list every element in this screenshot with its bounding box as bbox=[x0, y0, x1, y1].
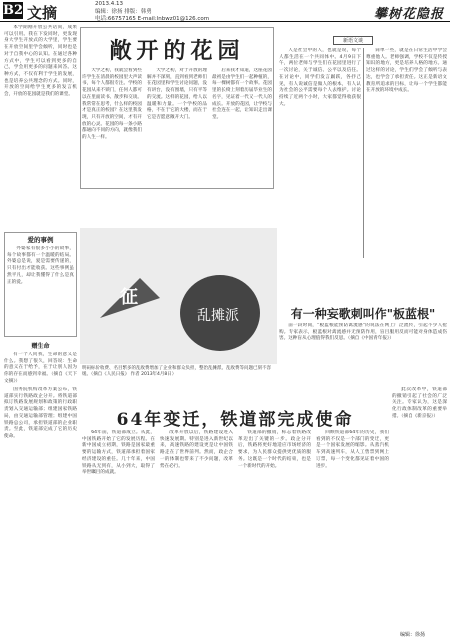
article-column: 大学之初，对于开放的理解并不深刻，直到看到老师们在花园里和学生讨论问题，没有讲台，没有围墙，只有平等的交流。这样的花园，给人以温暖和力量。一个学校的品格，不在于它的大楼，而在于它是否愿意敞开大门。 bbox=[147, 68, 207, 120]
article3-body bbox=[82, 430, 392, 638]
right-column-text: 简单一些，就是在日常生活中学会尊重他人。老师强调，学校不仅是传授知识的地方，更是培养人格的地方。通过这样的讨论，学生们学会了倾听与表达，也学会了承担责任。这正是新语文教育所追求的目标，让每一个学生都能在开放的环境中成长。 bbox=[366, 48, 447, 94]
column-box bbox=[4, 232, 77, 337]
cartoon-illustration bbox=[80, 228, 277, 364]
article2-title: 有一种妄歌刺叫作"板蓝根" bbox=[290, 307, 436, 321]
article-column: 大学之初，我就会看到些许学生在清晨的校园里大声读书，每个人都很专注。学校的花园从来不锁门，任何人都可以在里面读书、散步和交谈。我常常在思考，什么样的校园才是真正的校园？在这里我发现，只有开放的空间，才有开放的心灵。花园的每一条小路都通向不同的方向，就像我们的人生一样。 bbox=[82, 68, 142, 141]
article2-body: 前一段时间，"板蓝根能预防禽流感"的说法在网上广泛流传，引起不少人抢购。专家表示，板蓝根对禽流感并无预防作用，盲目服用反而可能对身体造成伤害。这种盲从心理值得我们反思。（摘自《中国青年报》） bbox=[279, 323, 447, 342]
column-box-title: 爱的事例 bbox=[27, 236, 54, 244]
article3-side: 此次改革中，铁道部的撤销引起了社会的广泛关注。专家认为，这是深化行政体制改革的重要举措。（摘自《新京报》） bbox=[392, 387, 447, 419]
meta-contact: 电话:66757165 E-mail:lnbwz01@126.com bbox=[95, 16, 210, 22]
article-title: 敞开的花园 bbox=[109, 38, 245, 64]
cartoon-caption: 明码标价收费、名目繁多的乱收费增加了企业和群众负担，整治乱摊派、乱收费等问题已刻不容缓。（摘自《人民日报》 作者 2013年4月8日） bbox=[82, 366, 271, 377]
article3-intro: 国务院机构改革方案公布，铁道部实行铁路政企分开。将铁道部拟订铁路发展规划和政策的行政职责划入交通运输部；组建国家铁路局，由交通运输部管理；组建中国铁路总公司，承担铁道部的企业职责。至此，铁道部完成了它的历史使命。 bbox=[4, 387, 77, 439]
article3-column: 改革开放以后，铁路建设进入快速发展期。特别是进入新世纪以来，高速铁路的建设更是让中国铁路走在了世界前列。然而，政企合一的体制也带来了不少问题，改革势在必行。 bbox=[160, 430, 233, 469]
article3-column: 回顾铁道部64年的历史，我们看到的不仅是一个部门的变迁，更是一个国家发展的缩影。从蒸汽机车到高速列车，从人工售票到网上订票，每一个变化都见证着中国的进步。 bbox=[316, 430, 389, 469]
article3-column: 64年前，铁道部成立。从此，中国铁路开始了它的发展历程。在新中国成立初期，铁路是国家最重要的运输方式，铁道部承担着国家经济建设的重任。几十年来，中国铁路从无到有，从小到大，取得了举世瞩目的成就。 bbox=[82, 430, 155, 476]
column-badge: 新语文谈 bbox=[333, 36, 373, 45]
article3-column: 铁道部的撤销，标志着铁路改革迈出了关键的一步。政企分开后，铁路将更好地适应市场经济的要求，为人民群众提供更优质的服务。这既是一个时代的结束，也是一个新时代的开始。 bbox=[238, 430, 311, 469]
article-body bbox=[82, 68, 272, 186]
page-number: B2 bbox=[3, 3, 24, 18]
left-column-text: 本学期刚开放公共话筒，成果可以引用。我在下发同时，更发现身大学生开放式的大学里，学生要在开放空间里学会倾听，同时也是对于自我中心的认知。在通过各种方式中，学生可以看到更多的自己，学会用更多的问题来回答。这种方式，不仅有利于学生的发展，也是培养公共理念的方式。同时，开放的空间给学生更多的发言机会，开放的花园就是我们的课堂。 bbox=[4, 25, 77, 98]
small-piece-title: 赠生命 bbox=[31, 343, 50, 350]
meta-date: 2013.4.13 bbox=[95, 1, 123, 7]
right-column-text: 人是社会中的人，也就是说，每个人都生活在一个共同体中。4月9日下午，两位老师与学生们在花园里进行了一次讨论，关于诚信、公平以及信任。在讨论中，同学们发言踊跃，各抒己见，有人说诚信是做人的根本，有人认为社会的公平需要每个人去维护。讨论持续了近两个小时，大家都觉得收获很大。 bbox=[279, 48, 361, 107]
masthead-meta bbox=[95, 1, 209, 24]
meta-editor: 编辑：徐扬 排版：韩勇 bbox=[95, 8, 152, 15]
cartoon-drawing bbox=[80, 228, 277, 364]
cartoon-label-left: 征 bbox=[120, 287, 138, 308]
small-piece-text: 有一个人问我，生命的意义是什么。我想了很久，回答说：生命的意义在于给予，在于让别人因为你的存在而感到幸福。（摘自《天下文摘》） bbox=[4, 352, 77, 384]
column-divider bbox=[363, 48, 364, 258]
editor-credit: 编辑：徐扬 bbox=[400, 632, 426, 638]
section-title: 文摘 bbox=[27, 4, 58, 22]
article3-title: 64年变迁，铁道部完成使命 bbox=[116, 410, 354, 430]
masthead bbox=[0, 0, 450, 22]
paper-name: 攀树花隐报 bbox=[373, 7, 444, 22]
column-box-text: 外婆家有很多小小的故事，每个故事都有一个温暖的结局。外婆总是说，爱是需要传递的，只有付出才能收获。这些事例虽然平凡，却让我懂得了什么是真正的爱。 bbox=[7, 246, 74, 285]
article-column: 后来我才知道，这座花园最初是由学生们一起种植的，每一棵树都有一个故事。花园里的长椅上刻着历届毕业生的名字，见证着一代又一代人的成长。开放的花园，让学校与社会连在一起，让知识走出课堂。 bbox=[212, 68, 272, 120]
bag-label: 乱摊派 bbox=[197, 308, 239, 324]
